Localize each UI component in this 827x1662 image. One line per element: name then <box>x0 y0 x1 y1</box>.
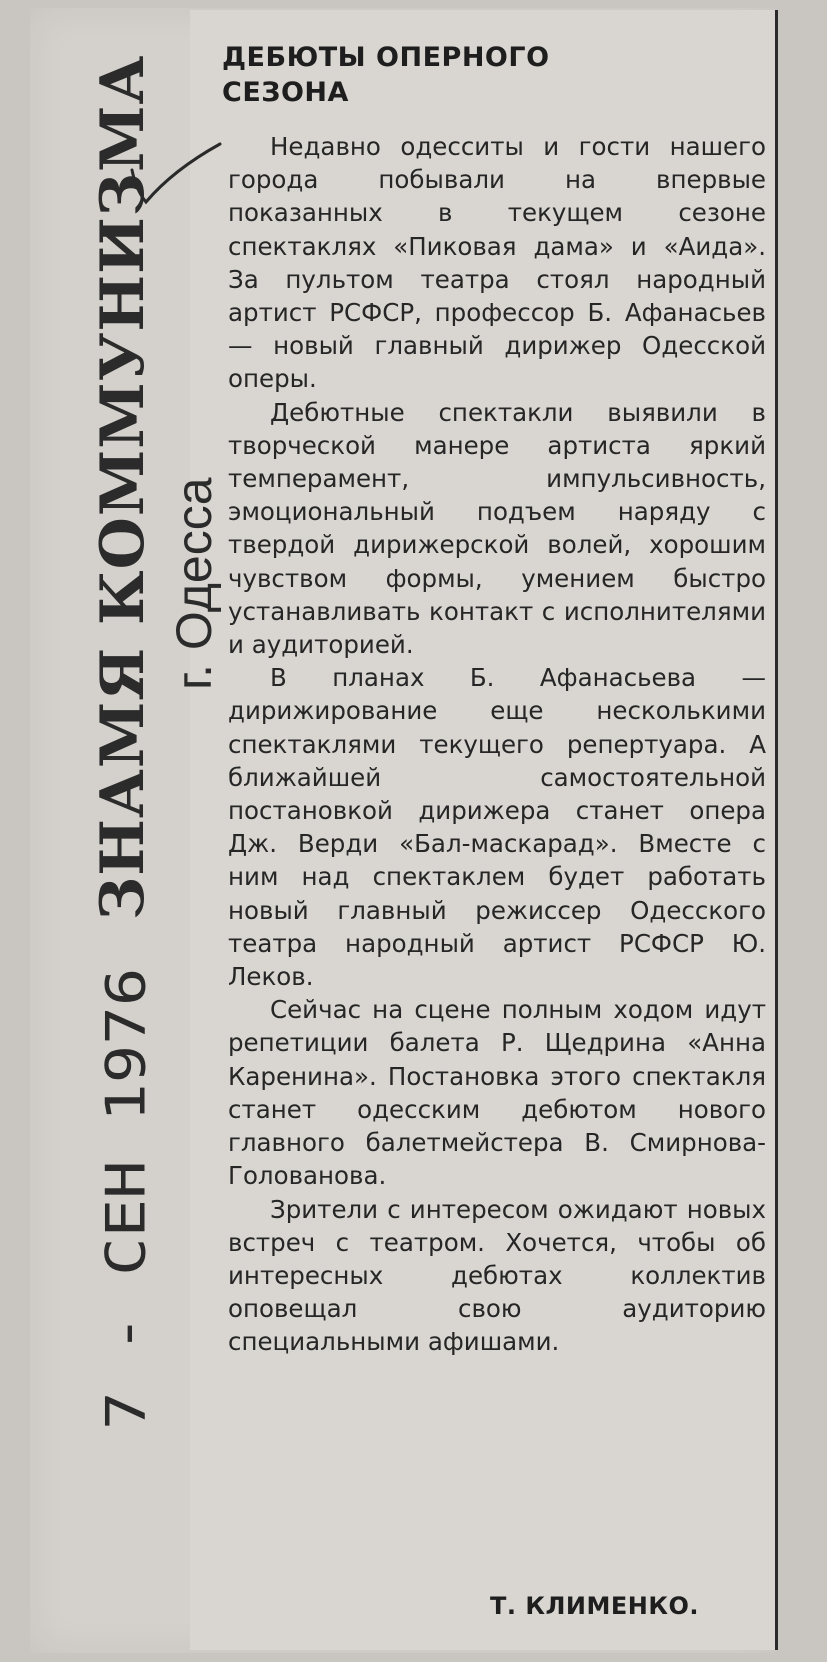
author-byline: Т. КЛИМЕНКО. <box>490 1592 699 1620</box>
article-paragraph: Недавно одесситы и гости нашего города побывали на впервые показанных в текущем сезоне спектаклях «Пиковая дама» и «Аида». За пультом театра стоял народный артист РСФСР, профессор Б. Афанасьев — новый главный дирижер Одесской оперы. <box>228 132 766 394</box>
checkmark-icon <box>128 140 223 210</box>
date-stamp: 7 - СЕН 1976 <box>95 967 158 1430</box>
article-paragraph: В планах Б. Афанасьева — дирижирование еще несколькими спектаклями текущего репертуара. А ближайшей самостоятельной постановкой дирижера станет опера Дж. Верди «Бал-маскарад». Вместе с ним над спектаклем будет работать новый главный режиссер Одесского театра народный артист РСФСР Ю. Леков. <box>228 663 766 992</box>
article-paragraph: Сейчас на сцене полным ходом идут репетиции балета Р. Щедрина «Анна Каренина». Постановка этого спектакля станет одесским дебютом нового главного балетмейстера В. Смирнова-Голованова. <box>228 995 766 1191</box>
article-headline: ДЕБЮТЫ ОПЕРНОГО СЕЗОНА <box>222 42 550 108</box>
newspaper-name: ЗНАМЯ КОММУНИЗМА <box>88 54 158 920</box>
article-paragraph: Зрители с интересом ожидают новых встреч с театром. Хочется, чтобы об интересных дебютах коллектив оповещал свою аудиторию специальными афишами. <box>228 1194 766 1357</box>
city-label: г. Одесса <box>166 477 222 690</box>
source-stamp <box>40 54 222 1440</box>
article-body <box>228 130 766 1359</box>
article-paragraph: Дебютные спектакли выявили в творческой манере артиста яркий темперамент, импульсивность, эмоциональный подъем наряду с твердой дирижерской волей, хорошим чувством формы, умением быстро устанавливать контакт с исполнителями и аудиторией. <box>228 397 766 660</box>
